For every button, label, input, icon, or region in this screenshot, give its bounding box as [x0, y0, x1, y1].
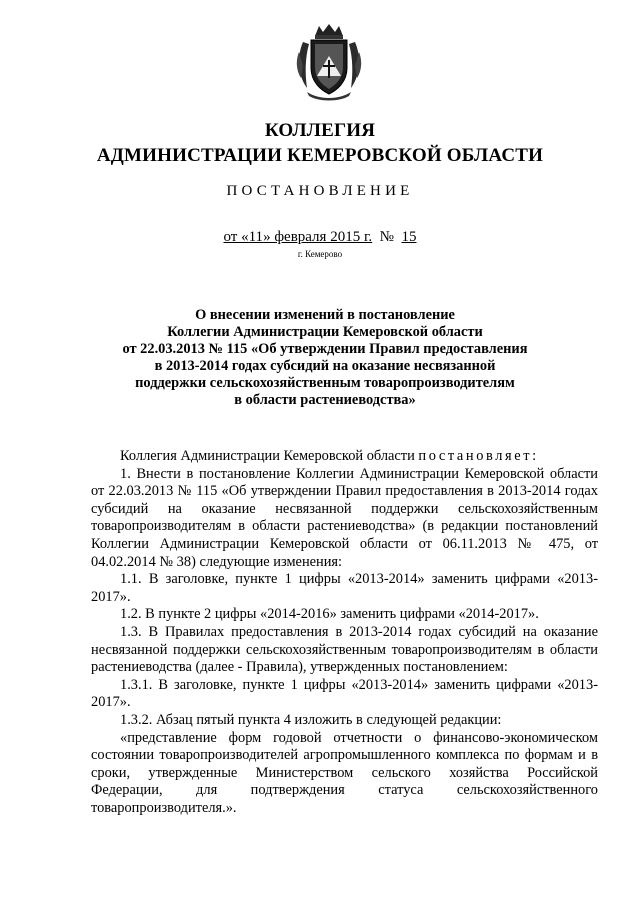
- paragraph-1-2: 1.2. В пункте 2 цифры «2014-2016» заменить цифрами «2014-2017».: [120, 606, 539, 623]
- quote-paragraph: «представление форм годовой отчетности о финансово-экономическом состоянии товаропроизводителей агропромышленного комплекса по формам и в сроки, утвержденные Министерством сельского хозяйства Российской Федерации, для подтверждения статуса сельскохозяйственного товаропроизводителя.».: [91, 729, 598, 816]
- date-month-year: » февраля 2015 г.: [263, 229, 373, 245]
- org-name-line1: КОЛЛЕГИЯ: [264, 120, 376, 141]
- paragraph-1: 1. Внести в постановление Коллегии Администрации Кемеровской области от 22.03.2013 № 115 «Об утверждении Правил предоставления в 2013-2014 годах субсидий на оказание несвязанной поддержки сельскохозяйственным товаропроизводителям в области растениеводства» (в редакции постановлений Коллегии Администрации Кемеровской области от 06.11.2013 № 475, от 04.02.2014 № 38) следующие изменения:: [91, 465, 598, 570]
- date-prefix: от «: [223, 229, 249, 245]
- title-line: в области растениеводства»: [234, 392, 416, 408]
- title-line: Коллегии Администрации Кемеровской области: [167, 324, 483, 340]
- paragraph-1-3-2: 1.3.2. Абзац пятый пункта 4 изложить в следующей редакции:: [120, 711, 502, 728]
- intro-decree-word: постановляет:: [418, 448, 539, 464]
- intro-paragraph: [91, 448, 598, 466]
- paragraph-1-1: 1.1. В заголовке, пункте 1 цифры «2013-2014» заменить цифрами «2013-2017».: [91, 571, 598, 605]
- date-line: [0, 229, 640, 246]
- document-body: [91, 448, 598, 817]
- city: г. Кемерово: [297, 249, 343, 259]
- paragraph-1-3: 1.3. В Правилах предоставления в 2013-2014 годах субсидий на оказание несвязанной поддержки сельскохозяйственным товаропроизводителям в области растениеводства (далее - Правила), утвержденных постановлением:: [91, 623, 598, 676]
- number-sign: №: [379, 229, 394, 245]
- intro-text: Коллегия Администрации Кемеровской области: [120, 448, 419, 464]
- title-line: от 22.03.2013 № 115 «Об утверждении Правил предоставления: [122, 341, 528, 357]
- title-line: поддержки сельскохозяйственным товаропроизводителям: [135, 375, 515, 391]
- date-day: 11: [248, 229, 264, 245]
- document-type: ПОСТАНОВЛЕНИЕ: [226, 183, 414, 199]
- org-name-line2: АДМИНИСТРАЦИИ КЕМЕРОВСКОЙ ОБЛАСТИ: [96, 145, 544, 166]
- title-line: О внесении изменений в постановление: [195, 307, 455, 323]
- document-title: [100, 307, 550, 409]
- paragraph-1-3-1: 1.3.1. В заголовке, пункте 1 цифры «2013-2014» заменить цифрами «2013-2017».: [91, 676, 598, 711]
- coat-of-arms-icon: [293, 22, 365, 102]
- title-line: в 2013-2014 годах субсидий на оказание несвязанной: [154, 358, 496, 374]
- document-number: 15: [401, 229, 417, 245]
